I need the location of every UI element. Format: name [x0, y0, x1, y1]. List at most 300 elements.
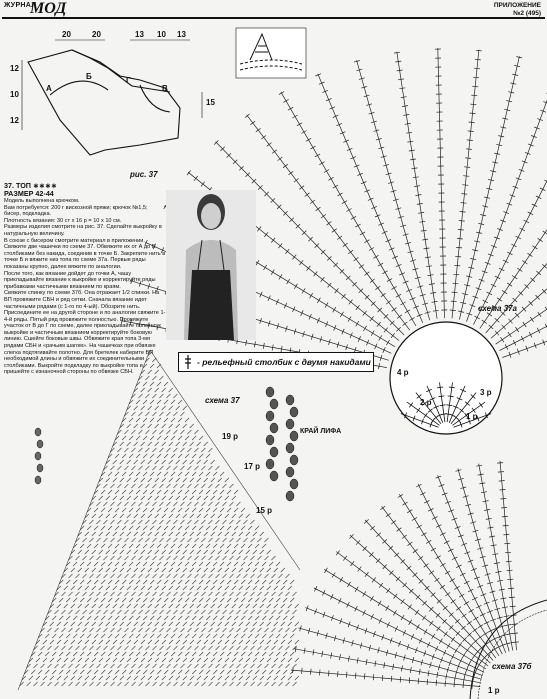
- tri-mesh: [174, 538, 178, 542]
- tri-mesh: [138, 412, 142, 416]
- fan37b-stitch: [371, 614, 374, 619]
- tri-mesh: [129, 544, 133, 548]
- tri-mesh: [136, 490, 140, 494]
- tri-mesh: [69, 574, 73, 578]
- fan37a-stitch: [297, 123, 302, 126]
- tri-mesh: [146, 682, 150, 686]
- tri-mesh: [127, 658, 131, 662]
- tri-mesh: [211, 568, 215, 572]
- tri-mesh: [230, 610, 234, 614]
- tri-mesh: [185, 418, 189, 422]
- tri-mesh: [124, 430, 128, 434]
- tri-mesh: [174, 592, 178, 596]
- tri-mesh: [50, 622, 54, 626]
- tri-mesh: [178, 616, 182, 620]
- tri-mesh: [195, 592, 199, 596]
- relief-stitch-icon: [183, 354, 193, 370]
- fan37a-stitch: [399, 88, 405, 89]
- tri-mesh: [162, 532, 166, 536]
- tri-mesh: [99, 550, 103, 554]
- tri-mesh: [141, 568, 145, 572]
- tri-mesh: [258, 610, 262, 614]
- tri-mesh: [136, 562, 140, 566]
- tri-mesh: [146, 610, 150, 614]
- tri-mesh: [145, 466, 149, 470]
- tri-mesh: [237, 628, 241, 632]
- tri-mesh: [258, 646, 262, 650]
- tri-mesh: [94, 544, 98, 548]
- tri-mesh: [145, 520, 149, 524]
- tri-mesh: [108, 670, 112, 674]
- tri-mesh: [155, 406, 159, 410]
- fan37a-stitch: [430, 293, 436, 294]
- tri-mesh: [181, 646, 185, 650]
- tri-mesh: [125, 538, 129, 542]
- fan37b-stitch: [379, 583, 383, 588]
- tri-mesh: [195, 574, 199, 578]
- tri-mesh: [244, 628, 248, 632]
- dim-top-4: 10: [157, 30, 166, 39]
- tri-mesh: [132, 610, 136, 614]
- tri-mesh: [190, 424, 194, 428]
- tri-mesh: [202, 682, 206, 686]
- tri-mesh: [136, 526, 140, 530]
- tri-mesh: [173, 502, 177, 506]
- fan37a-stitch: [503, 260, 508, 263]
- tri-mesh: [213, 562, 217, 566]
- tri-mesh: [148, 532, 152, 536]
- fan37b-stitch: [427, 679, 428, 685]
- tri-mesh: [141, 388, 145, 392]
- row-mark-1: 1 р: [466, 412, 478, 421]
- fan37a-stitch: [466, 149, 472, 150]
- fan37b-stitch: [444, 632, 448, 637]
- tri-mesh: [216, 538, 220, 542]
- tri-mesh: [201, 520, 205, 524]
- tri-mesh: [283, 598, 287, 602]
- fan37b-stitch: [440, 563, 445, 566]
- tri-mesh: [141, 604, 145, 608]
- tri-mesh: [43, 658, 47, 662]
- tri-mesh: [50, 676, 54, 680]
- tri-mesh: [250, 520, 254, 524]
- fan37a-stitch: [414, 186, 420, 187]
- tri-mesh: [265, 682, 269, 686]
- tri-mesh: [159, 520, 163, 524]
- tri-mesh: [225, 496, 229, 500]
- tri-mesh: [57, 622, 61, 626]
- tri-mesh: [199, 562, 203, 566]
- tri-mesh: [76, 574, 80, 578]
- tri-mesh: [190, 550, 194, 554]
- tri-mesh: [267, 640, 271, 644]
- tri-mesh: [171, 508, 175, 512]
- tri-mesh: [141, 550, 145, 554]
- tri-mesh: [148, 514, 152, 518]
- tri-mesh: [118, 556, 122, 560]
- tri-mesh: [136, 436, 140, 440]
- tri-mesh: [129, 454, 133, 458]
- tri-mesh: [166, 430, 170, 434]
- tri-mesh: [143, 400, 147, 404]
- tri-mesh: [122, 580, 126, 584]
- tri-mesh: [64, 622, 68, 626]
- tri-mesh: [118, 664, 122, 668]
- tri-mesh: [187, 466, 191, 470]
- tri-mesh: [152, 502, 156, 506]
- tri-mesh: [194, 448, 198, 452]
- fan37b-stitch: [480, 613, 485, 616]
- tri-mesh: [113, 568, 117, 572]
- tri-mesh: [134, 478, 138, 482]
- fan37a-stitch: [499, 268, 504, 271]
- tri-mesh: [87, 598, 91, 602]
- tri-mesh: [92, 550, 96, 554]
- tri-mesh: [274, 604, 278, 608]
- tri-mesh: [132, 556, 136, 560]
- tri-mesh: [244, 538, 248, 542]
- tri-mesh: [223, 628, 227, 632]
- tri-mesh: [90, 556, 94, 560]
- tri-mesh: [283, 580, 287, 584]
- tri-mesh: [234, 508, 238, 512]
- tri-mesh: [183, 406, 187, 410]
- fan37b-stitch: [337, 671, 338, 677]
- fan37b-stitch: [476, 465, 482, 466]
- tri-mesh: [62, 682, 66, 686]
- tri-mesh: [150, 580, 154, 584]
- tri-mesh: [181, 592, 185, 596]
- tri-mesh: [204, 658, 208, 662]
- fan37b-stitch: [424, 501, 429, 504]
- tri-mesh: [190, 496, 194, 500]
- tri-mesh: [239, 514, 243, 518]
- tri-mesh: [48, 646, 52, 650]
- tri-mesh: [230, 556, 234, 560]
- tri-mesh: [129, 580, 133, 584]
- fan37b-stitch: [440, 585, 445, 589]
- tri-mesh: [97, 682, 101, 686]
- fan37a-stitch: [476, 50, 482, 51]
- tri-mesh: [248, 544, 252, 548]
- tri-mesh: [241, 652, 245, 656]
- tri-mesh: [90, 682, 94, 686]
- fan37a-stitch: [528, 253, 533, 256]
- tri-mesh: [41, 664, 45, 668]
- fan37a-ray: [459, 56, 519, 319]
- tri-mesh: [146, 646, 150, 650]
- tri-mesh: [180, 520, 184, 524]
- tri-mesh: [143, 544, 147, 548]
- tri-mesh: [73, 652, 77, 656]
- tri-mesh: [132, 682, 136, 686]
- dim-left-3: 12: [10, 116, 19, 125]
- fan37a-stitch: [409, 318, 414, 321]
- fan37a-stitch: [246, 340, 247, 346]
- tri-mesh: [209, 628, 213, 632]
- tri-mesh: [192, 616, 196, 620]
- tri-mesh: [251, 538, 255, 542]
- fan37b-stitch: [409, 677, 410, 683]
- tri-mesh: [146, 592, 150, 596]
- tri-mesh: [185, 652, 189, 656]
- fan37a-stitch: [276, 299, 279, 304]
- tri-mesh: [66, 652, 70, 656]
- fan37a-stitch: [515, 327, 518, 332]
- fan37a-ray: [438, 48, 445, 318]
- tri-mesh: [90, 538, 94, 542]
- tri-mesh: [34, 664, 38, 668]
- tri-mesh: [78, 676, 82, 680]
- fan37b-stitch: [492, 638, 497, 641]
- fan37b-stitch: [382, 675, 383, 681]
- tri-mesh: [169, 568, 173, 572]
- tri-mesh: [246, 604, 250, 608]
- tri-mesh: [183, 442, 187, 446]
- tri-mesh: [208, 502, 212, 506]
- tri-mesh: [183, 496, 187, 500]
- tri-mesh: [115, 616, 119, 620]
- tri-mesh: [218, 568, 222, 572]
- fan37a-ray: [480, 105, 547, 328]
- tri-mesh: [155, 550, 159, 554]
- tri-mesh: [97, 574, 101, 578]
- tri-mesh: [115, 670, 119, 674]
- tri-mesh: [83, 682, 87, 686]
- tri-mesh: [183, 424, 187, 428]
- fan37b-stitch: [448, 549, 453, 552]
- tri-mesh: [85, 604, 89, 608]
- tri-mesh: [94, 616, 98, 620]
- fan37a-stitch: [411, 168, 417, 169]
- tri-mesh: [150, 472, 154, 476]
- tri-mesh: [143, 382, 147, 386]
- tri-mesh: [234, 634, 238, 638]
- fan37a-stitch: [351, 216, 356, 219]
- tri-mesh: [110, 502, 114, 506]
- fan37a-stitch: [536, 196, 541, 199]
- tri-mesh: [78, 550, 82, 554]
- fan37b-stitch: [395, 626, 398, 631]
- tri-mesh: [125, 574, 129, 578]
- fan37a-stitch: [473, 77, 479, 78]
- tri-mesh: [253, 604, 257, 608]
- fan37a-stitch: [370, 316, 374, 321]
- tri-mesh: [276, 616, 280, 620]
- fan37b-stitch: [386, 513, 391, 517]
- fan37a-stitch: [279, 92, 284, 95]
- fan37b-stitch: [435, 578, 440, 582]
- figure37-pattern: [28, 50, 180, 155]
- tri-mesh: [162, 550, 166, 554]
- tri-mesh: [108, 526, 112, 530]
- tri-mesh: [108, 544, 112, 548]
- tri-mesh: [92, 568, 96, 572]
- tri-mesh: [69, 610, 73, 614]
- tri-mesh: [124, 484, 128, 488]
- tri-mesh: [192, 580, 196, 584]
- tri-mesh: [127, 568, 131, 572]
- tri-mesh: [134, 640, 138, 644]
- tri-mesh: [55, 646, 59, 650]
- tri-mesh: [232, 550, 236, 554]
- tri-mesh: [110, 466, 114, 470]
- tri-mesh: [153, 610, 157, 614]
- tri-mesh: [244, 556, 248, 560]
- tri-mesh: [199, 544, 203, 548]
- tri-mesh: [239, 622, 243, 626]
- fan37a-stitch: [288, 107, 293, 110]
- tri-mesh: [57, 640, 61, 644]
- tri-mesh: [262, 580, 266, 584]
- tri-mesh: [255, 526, 259, 530]
- fan37a-stitch: [285, 249, 289, 254]
- tri-mesh: [169, 658, 173, 662]
- fan37a-stitch: [288, 171, 293, 175]
- fan37b-stitch: [501, 507, 507, 508]
- tri-mesh: [295, 604, 299, 608]
- fan37b-stitch: [429, 571, 434, 575]
- tri-mesh: [136, 400, 140, 404]
- tri-mesh: [276, 580, 280, 584]
- tri-mesh: [269, 634, 273, 638]
- tri-mesh: [164, 562, 168, 566]
- tri-mesh: [188, 556, 192, 560]
- tri-mesh: [125, 610, 129, 614]
- tri-mesh: [148, 460, 152, 464]
- tri-mesh: [152, 448, 156, 452]
- tri-mesh: [69, 646, 73, 650]
- tri-mesh: [199, 670, 203, 674]
- tri-mesh: [129, 670, 133, 674]
- tri-mesh: [215, 520, 219, 524]
- tri-mesh: [206, 526, 210, 530]
- tri-mesh: [99, 568, 103, 572]
- tri-mesh: [227, 580, 231, 584]
- tri-mesh: [197, 460, 201, 464]
- tri-mesh: [166, 502, 170, 506]
- tri-mesh: [286, 646, 290, 650]
- tri-mesh: [276, 652, 280, 656]
- tri-mesh: [167, 646, 171, 650]
- tri-mesh: [253, 622, 257, 626]
- fan37a-stitch: [257, 227, 261, 232]
- tri-mesh: [194, 502, 198, 506]
- tri-mesh: [178, 400, 182, 404]
- fan37a-stitch: [387, 279, 392, 282]
- tri-mesh: [141, 442, 145, 446]
- fan37a-stitch: [530, 317, 533, 322]
- tri-mesh: [162, 622, 166, 626]
- fan37a-stitch: [187, 171, 191, 176]
- tri-mesh: [134, 622, 138, 626]
- dim-right: 15: [206, 98, 215, 107]
- tri-mesh: [108, 472, 112, 476]
- tri-mesh: [122, 436, 126, 440]
- tri-mesh: [113, 478, 117, 482]
- fan37a-stitch: [348, 317, 351, 322]
- fan37a-stitch: [538, 238, 543, 241]
- tri-mesh: [178, 562, 182, 566]
- tri-mesh: [223, 592, 227, 596]
- tri-mesh: [129, 598, 133, 602]
- fan37a-stitch: [464, 167, 470, 168]
- tri-mesh: [106, 622, 110, 626]
- tri-mesh: [199, 436, 203, 440]
- tri-mesh: [211, 514, 215, 518]
- tri-mesh: [185, 598, 189, 602]
- fan37a-ray: [452, 50, 479, 319]
- fan37b-stitch: [386, 606, 389, 611]
- tri-mesh: [125, 646, 129, 650]
- tri-mesh: [113, 586, 117, 590]
- fan37a-stitch: [429, 284, 435, 285]
- fan37a-stitch: [354, 257, 359, 261]
- tri-mesh: [92, 586, 96, 590]
- fan37b-stitch: [412, 517, 417, 520]
- tri-mesh: [73, 670, 77, 674]
- tri-mesh: [66, 580, 70, 584]
- tri-mesh: [73, 616, 77, 620]
- tri-mesh: [199, 454, 203, 458]
- tri-mesh: [127, 532, 131, 536]
- fan37a-stitch: [264, 232, 268, 237]
- tri-mesh: [183, 640, 187, 644]
- tri-mesh: [155, 514, 159, 518]
- tri-mesh: [94, 598, 98, 602]
- fan37a-stitch: [420, 221, 426, 222]
- tri-mesh: [162, 676, 166, 680]
- tri-mesh: [38, 670, 42, 674]
- tri-mesh: [146, 628, 150, 632]
- tri-mesh: [52, 634, 56, 638]
- tri-mesh: [118, 538, 122, 542]
- fan37a-stitch: [397, 70, 403, 71]
- tri-mesh: [141, 406, 145, 410]
- tri-mesh: [267, 586, 271, 590]
- fan37b-stitch: [500, 490, 506, 491]
- tri-mesh: [281, 658, 285, 662]
- tri-mesh: [262, 544, 266, 548]
- tri-mesh: [206, 652, 210, 656]
- fan37b-stitch: [500, 598, 506, 599]
- tri-mesh: [213, 490, 217, 494]
- fan37a-stitch: [396, 294, 401, 297]
- tri-mesh: [222, 484, 226, 488]
- tri-mesh: [176, 622, 180, 626]
- tri-mesh: [169, 640, 173, 644]
- tri-mesh: [155, 622, 159, 626]
- tri-mesh: [85, 568, 89, 572]
- tri-mesh: [139, 682, 143, 686]
- fan37a-stitch: [432, 301, 438, 302]
- fan37a-stitch: [403, 322, 408, 326]
- tri-mesh: [41, 682, 45, 686]
- tri-mesh: [143, 508, 147, 512]
- tri-mesh: [145, 502, 149, 506]
- tri-mesh: [129, 562, 133, 566]
- fan37b-stitch: [431, 548, 436, 551]
- tri-mesh: [290, 670, 294, 674]
- tri-mesh: [45, 634, 49, 638]
- fan37b-stitch: [510, 606, 516, 607]
- fan37b-stitch: [378, 601, 381, 606]
- tri-mesh: [195, 556, 199, 560]
- tri-mesh: [171, 598, 175, 602]
- tri-mesh: [115, 472, 119, 476]
- tri-mesh: [251, 556, 255, 560]
- tri-mesh: [166, 394, 170, 398]
